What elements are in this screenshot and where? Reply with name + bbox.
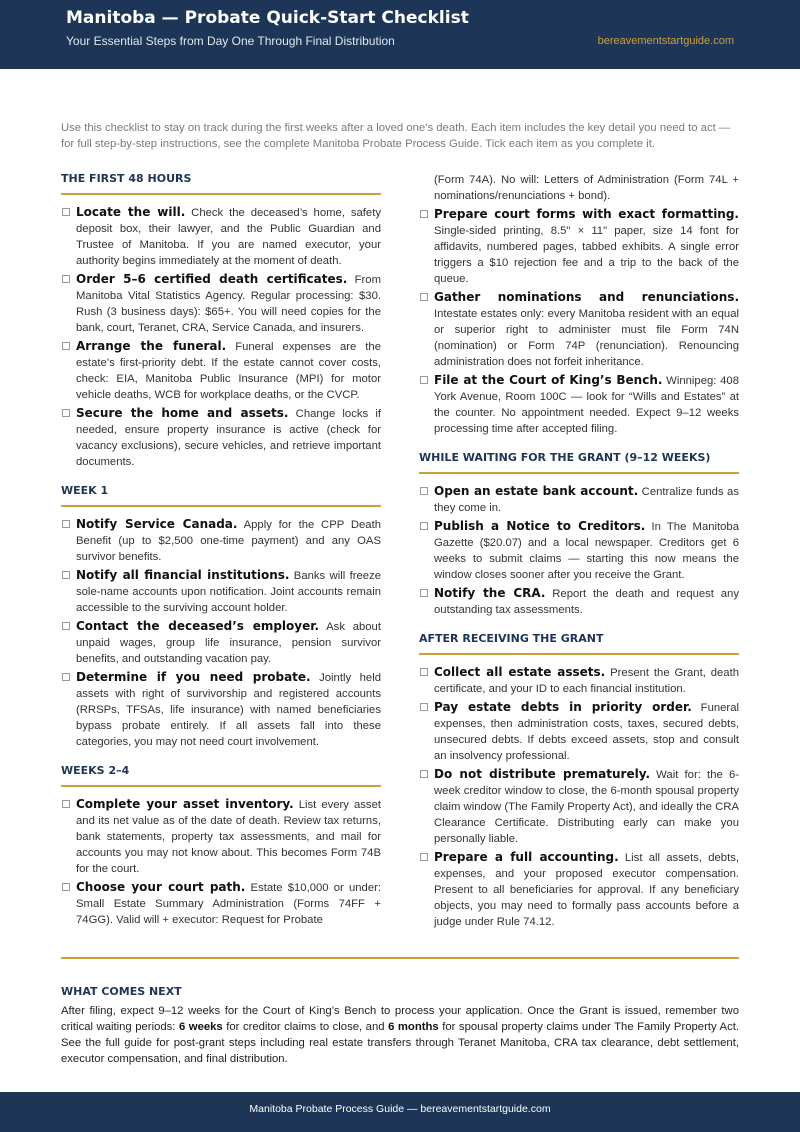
checkbox[interactable] [420,487,428,495]
checklist-item [61,879,381,928]
item-lead: Determine if you need probate. [76,670,311,684]
item-lead: File at the Court of King’s Bench. [434,373,663,387]
item-lead: Notify the CRA. [434,586,546,600]
checklist-item [419,518,739,583]
item-text: Present the Grant, death certificate, and your ID to each financial institution. [434,667,739,695]
checklist-item [419,289,739,370]
item-lead: Collect all estate assets. [434,665,606,679]
checklist-item [419,206,739,287]
item-lead: Prepare a full accounting. [434,850,619,864]
checkbox[interactable] [420,210,428,218]
checklist-item [61,567,381,616]
checkbox[interactable] [62,622,70,630]
checkbox[interactable] [62,571,70,579]
checklist-item [419,483,739,516]
item-lead: Notify Service Canada. [76,517,238,531]
checklist-item [61,271,381,336]
section-heading-after-grant: AFTER RECEIVING THE GRANT [419,632,739,655]
section-heading-weeks-2-4: WEEKS 2–4 [61,764,381,787]
item-lead: Notify all financial institutions. [76,568,290,582]
checklist-item [61,669,381,750]
checklist-item [61,796,381,877]
checklist-item [61,405,381,470]
right-column [419,172,739,932]
item-lead: Complete your asset inventory. [76,797,294,811]
item-continuation: (Form 74A). No will: Letters of Administration (Form 74L + nominations/renunciations + bond). [434,174,739,202]
footer-banner [0,1092,800,1132]
checklist-item [419,372,739,437]
item-text: Report the death and request any outstanding tax assessments. [434,588,739,616]
item-text: From Manitoba Vital Statistics Agency. Regular processing: $30. Rush (3 business days): $65+. You will need copies for the bank, court, Teranet, CRA, Service Canada, and insurers. [76,274,381,334]
item-text: Centralize funds as they come in. [434,486,739,514]
item-text: Estate $10,000 or under: Small Estate Summary Administration (Forms 74FF + 74GG). Valid will + executor: Request for Probate [76,882,382,926]
item-text: Ask about unpaid wages, group life insurance, pension survivor benefits, and outstanding vacation pay. [76,621,381,665]
section-divider [61,957,739,959]
item-text: In The Manitoba Gazette ($20.07) and a local newspaper. Creditors get 6 weeks to submit claims — starting this now means the window closes sooner after you receive the Grant. [434,521,740,581]
item-text: Single-sided printing, 8.5" × 11" paper, size 14 font for affidavits, numbered pages, tabbed exhibits. A single error triggers a $10 rejection fee and a trip to the back of the queue. [434,225,739,285]
checkbox[interactable] [62,342,70,350]
section-heading-first-48: THE FIRST 48 HOURS [61,172,381,195]
checklist-item [419,585,739,618]
item-text: Funeral expenses are the estate’s first-priority debt. If the estate cannot cover costs, check: EIA, Manitoba Public Insurance (MPI) for motor vehicle deaths, WCB for workplace deaths, or the CVCP. [76,341,381,401]
next-text-1: After filing, expect 9–12 weeks for the Court of King’s Bench to process your application. Once the Grant is issued, remember two critical waiting periods: [61,1005,739,1033]
item-lead: Do not distribute prematurely. [434,767,650,781]
checklist-item [61,516,381,565]
item-lead: Choose your court path. [76,880,246,894]
checklist-item [419,766,739,847]
page-subtitle: Your Essential Steps from Day One Through Final Distribution [66,34,395,48]
checkbox[interactable] [62,409,70,417]
checklist-item [419,664,739,697]
footer-text: Manitoba Probate Process Guide — bereavementstartguide.com [249,1103,551,1115]
item-text: Jointly held assets with right of survivorship and registered accounts (RRSPs, TFSAs, life insurance) with named beneficiaries bypass probate entirely. If all assets fall into these categories, you may not need court involvement. [76,672,381,748]
checklist-item [419,699,739,764]
section-heading-waiting: WHILE WAITING FOR THE GRANT (9–12 WEEKS) [419,451,739,474]
next-text-3: for spousal property claims under The Family Property Act. See the full guide for post-grant steps including real estate transfers through Teranet Manitoba, CRA tax clearance, debt settlement, executor compensation, and final distribution. [61,1021,739,1065]
item-text: Intestate estates only: every Manitoba resident with an equal or superior right to administer must file Form 74N (nomination) or Form 74P (renunciation). Renouncing administration does not forfeit inheritance. [434,308,739,368]
checklist-item [61,618,381,667]
item-lead: Publish a Notice to Creditors. [434,519,646,533]
item-text: Check the deceased’s home, safety deposit box, their lawyer, and the Public Guardian and Trustee of Manitoba. If you are named executor, your authority begins immediately at the moment of death. [76,207,381,267]
next-text-2: for creditor claims to close, and [222,1021,389,1033]
item-text: Change locks if needed, ensure property insurance is active (check for vacancy exclusions), secure vehicles, and retrieve important documents. [76,408,382,468]
checkbox[interactable] [420,376,428,384]
section-heading-week-1: WEEK 1 [61,484,381,507]
item-text: Funeral expenses, then administration costs, taxes, secured debts, unsecured debts. If debts exceed assets, stop and consult an insolvency professional. [434,702,739,762]
item-text: List all assets, debts, expenses, and your proposed executor compensation. Present to all beneficiaries for approval. If any beneficiary objects, you may need to formally pass accounts before a judge under Rule 74.12. [434,852,740,928]
checkbox[interactable] [420,293,428,301]
item-lead: Pay estate debts in priority order. [434,700,692,714]
checkbox[interactable] [62,883,70,891]
next-bold-1: 6 weeks [178,1021,223,1033]
item-lead: Contact the deceased’s employer. [76,619,320,633]
left-column [61,172,381,930]
checkbox[interactable] [420,522,428,530]
item-text: Apply for the CPP Death Benefit (up to $2,500 one-time payment) and any OAS survivor benefits. [76,519,381,563]
checkbox[interactable] [420,589,428,597]
what-comes-next-text [61,1003,739,1067]
intro-text: Use this checklist to stay on track during the first weeks after a loved one’s death. Each item includes the key detail you need to act — for full step-by-step instructions, see the complete Manitoba Probate Process Guide. Tick each item as you complete it. [61,122,731,150]
item-lead: Arrange the funeral. [76,339,227,353]
header-banner [0,0,800,69]
item-text: Wait for: the 6-week creditor window to close, the 6-month spousal property claim window (The Family Property Act), and ideally the CRA Clearance Certificate. Distributing early can make you personally liable. [434,769,739,845]
item-lead: Secure the home and assets. [76,406,289,420]
item-lead: Locate the will. [76,205,186,219]
checkbox[interactable] [420,668,428,676]
checkbox[interactable] [420,770,428,778]
checklist-item [419,849,739,930]
checkbox[interactable] [420,853,428,861]
checkbox[interactable] [62,208,70,216]
item-lead: Order 5–6 certified death certificates. [76,272,348,286]
checkbox[interactable] [62,673,70,681]
item-text: List every asset and its net value as of the date of death. Review tax returns, bank statements, property tax assessments, and mail for accounts you may not know about. This becomes Form 74B for the court. [76,799,381,875]
site-link[interactable]: bereavementstartguide.com [597,35,734,47]
checkbox[interactable] [62,275,70,283]
item-text: Banks will freeze sole-name accounts upon notification. Joint accounts remain accessible to the surviving account holder. [76,570,381,614]
page-title: Manitoba — Probate Quick-Start Checklist [66,8,469,28]
item-lead: Gather nominations and renunciations. [434,290,739,304]
checkbox[interactable] [62,520,70,528]
next-bold-2: 6 months [388,1021,439,1033]
item-text: Winnipeg: 408 York Avenue, Room 100C — look for “Wills and Estates” at the counter. No appointment needed. Expect 9–12 weeks processing time after accepted filing. [434,375,739,435]
section-heading-what-comes-next: WHAT COMES NEXT [61,985,182,998]
checklist-item [61,338,381,403]
item-lead: Prepare court forms with exact formatting. [434,207,739,221]
checkbox[interactable] [62,800,70,808]
checklist-item [61,204,381,269]
checkbox[interactable] [420,703,428,711]
item-lead: Open an estate bank account. [434,484,639,498]
